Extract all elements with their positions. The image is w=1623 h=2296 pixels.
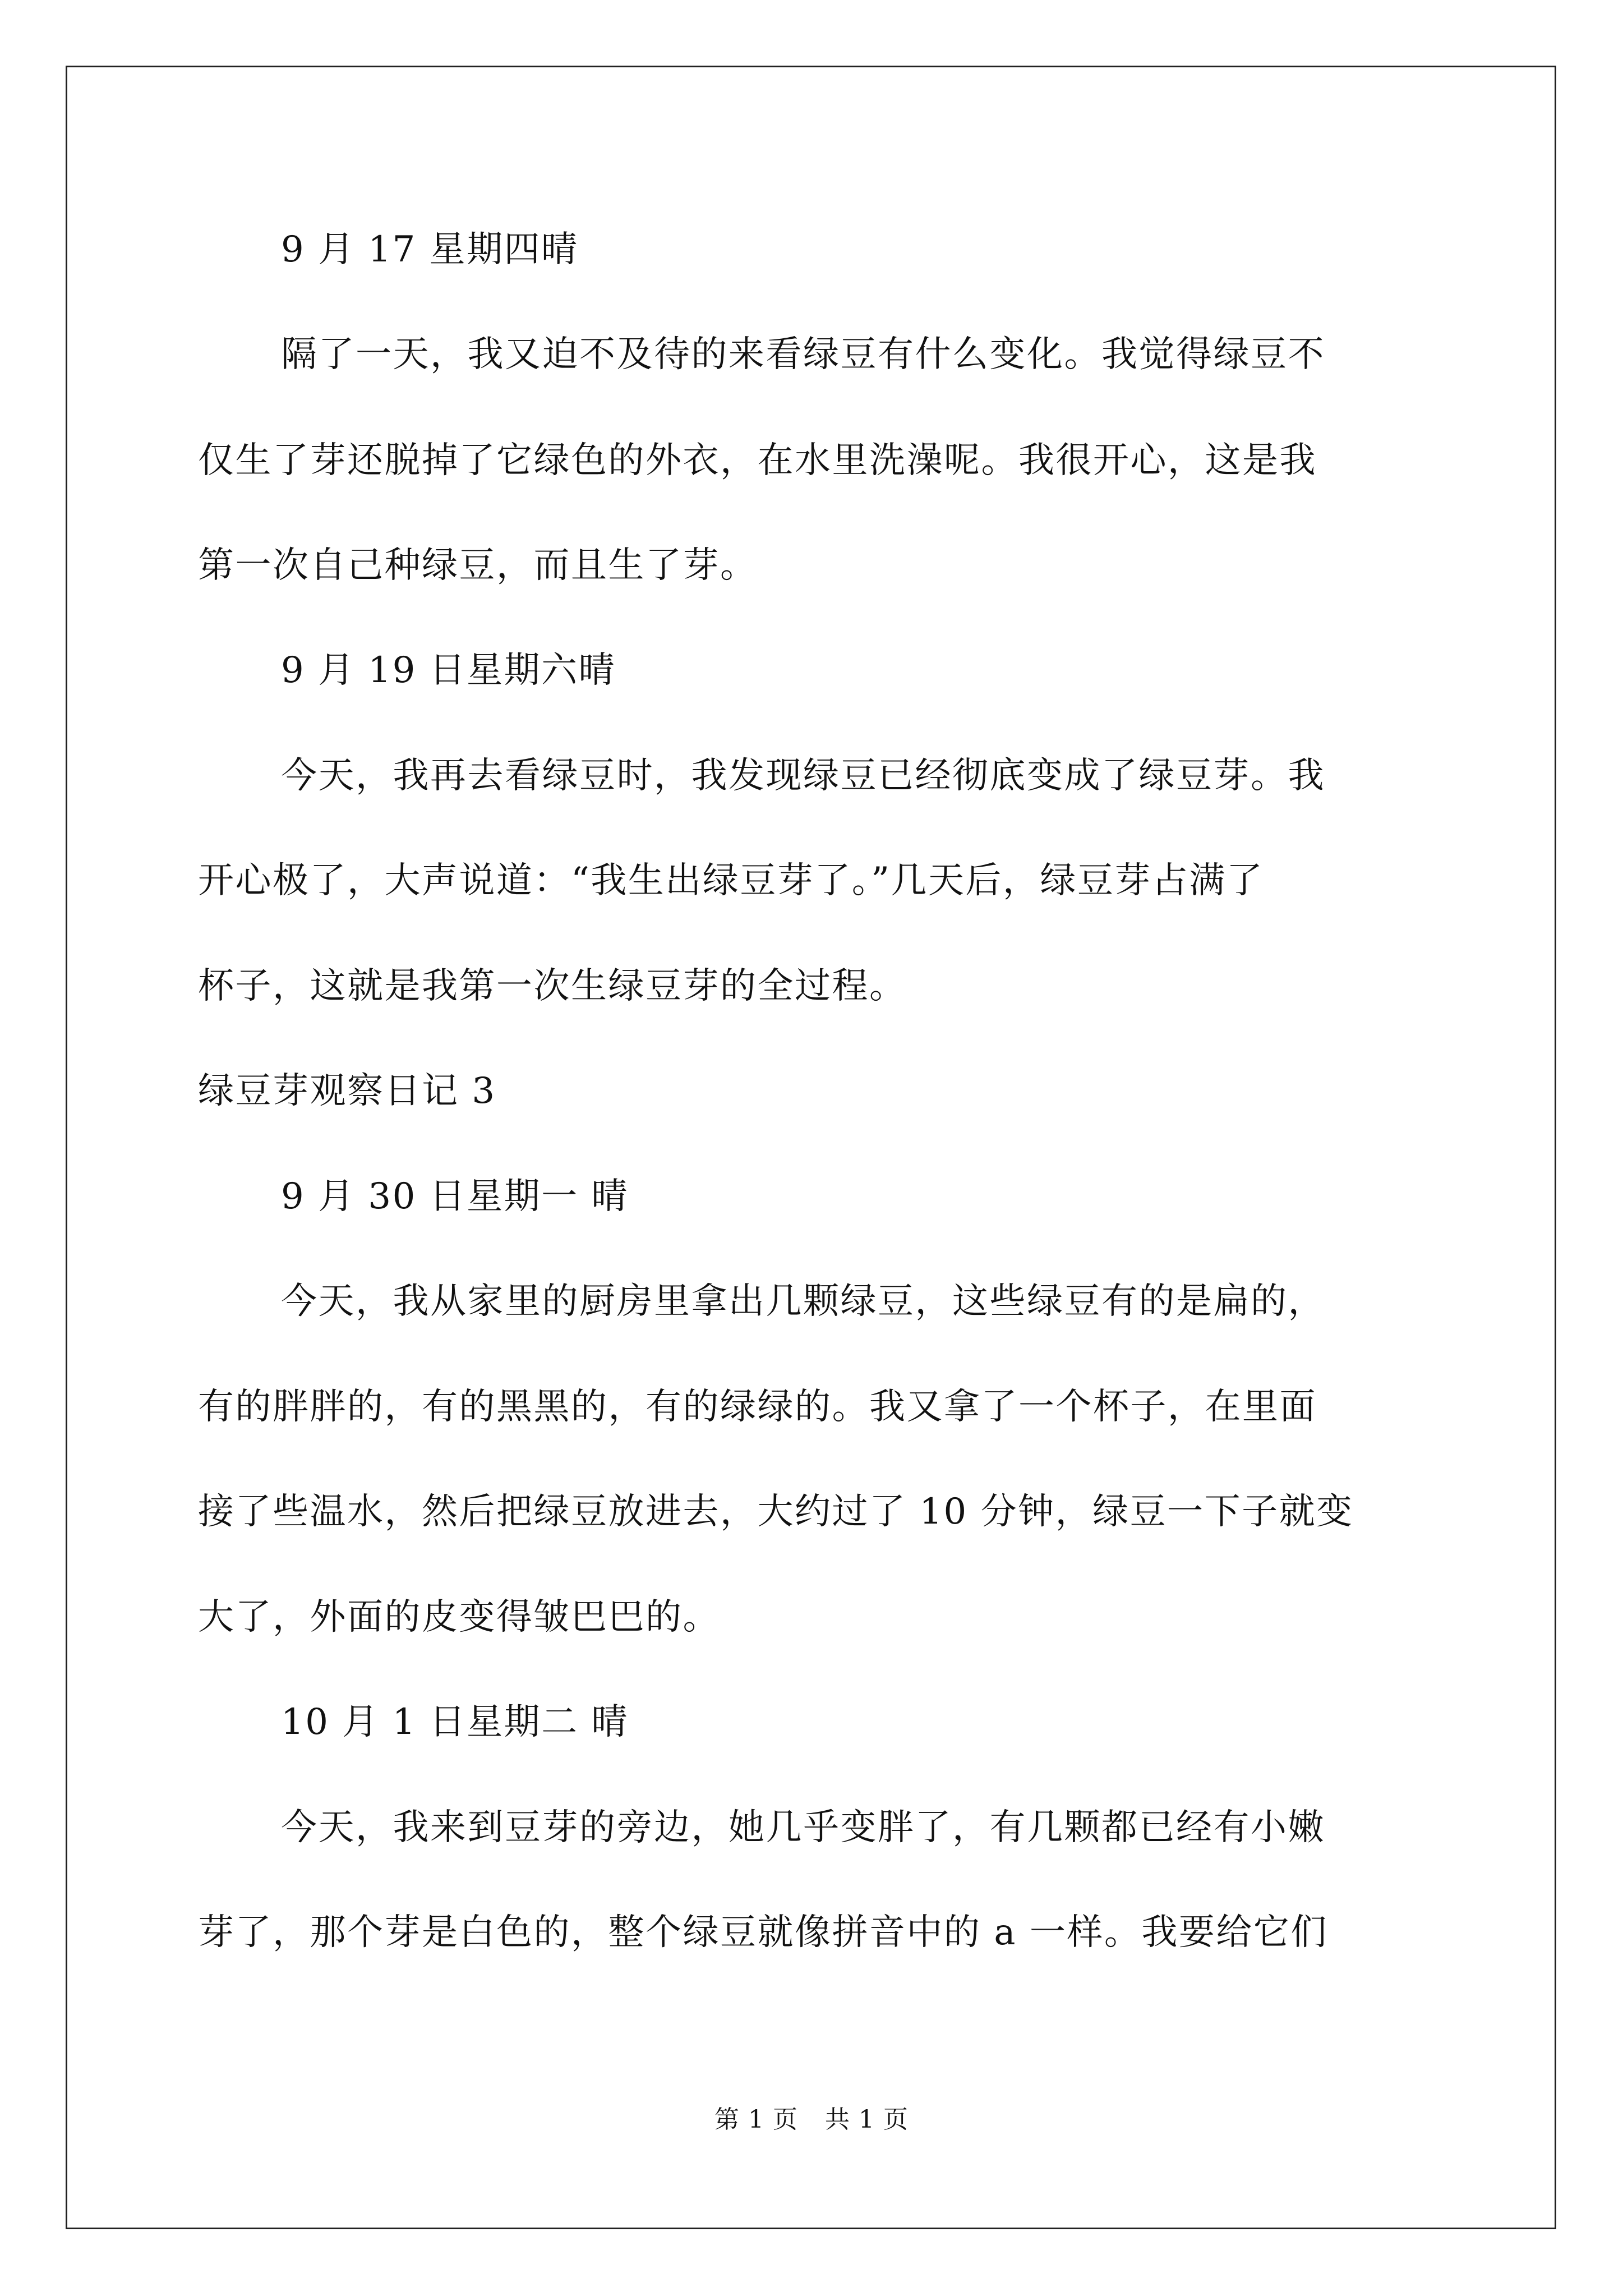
paragraph-line: 今天，我来到豆芽的旁边，她几乎变胖了，有几颗都已经有小嫩 <box>281 1807 1325 1848</box>
paragraph-line: 今天，我再去看绿豆时，我发现绿豆已经彻底变成了绿豆芽。我 <box>281 755 1325 797</box>
paragraph-line: 芽了，那个芽是白色的，整个绿豆就像拼音中的 a 一样。我要给它们 <box>198 1912 1328 1953</box>
diary-date-heading: 9 月 17 星期四晴 <box>281 229 579 270</box>
paragraph-line: 开心极了，大声说道：“我生出绿豆芽了。”几天后，绿豆芽占满了 <box>198 860 1264 901</box>
page-number: 第 1 页 <box>714 2105 798 2134</box>
paragraph-line: 今天，我从家里的厨房里拿出几颗绿豆，这些绿豆有的是扁的， <box>281 1281 1325 1322</box>
page-footer <box>0 2103 1623 2137</box>
page-border <box>66 66 1556 2229</box>
paragraph-line: 第一次自己种绿豆，而且生了芽。 <box>198 545 758 586</box>
diary-date-heading: 9 月 19 日星期六晴 <box>281 650 616 691</box>
diary-date-heading: 9 月 30 日星期一 晴 <box>281 1176 629 1217</box>
paragraph-line: 大了，外面的皮变得皱巴巴的。 <box>198 1596 720 1638</box>
section-title: 绿豆芽观察日记 3 <box>198 1070 496 1112</box>
paragraph-line: 隔了一天，我又迫不及待的来看绿豆有什么变化。我觉得绿豆不 <box>281 334 1325 375</box>
page-total: 共 1 页 <box>825 2105 909 2134</box>
paragraph-line: 有的胖胖的，有的黑黑的，有的绿绿的。我又拿了一个杯子，在里面 <box>198 1386 1317 1428</box>
paragraph-line: 仅生了芽还脱掉了它绿色的外衣，在水里洗澡呢。我很开心，这是我 <box>198 440 1317 481</box>
paragraph-line: 接了些温水，然后把绿豆放进去，大约过了 10 分钟，绿豆一下子就变 <box>198 1491 1354 1533</box>
diary-date-heading: 10 月 1 日星期二 晴 <box>281 1701 629 1743</box>
paragraph-line: 杯子，这就是我第一次生绿豆芽的全过程。 <box>198 965 907 1007</box>
